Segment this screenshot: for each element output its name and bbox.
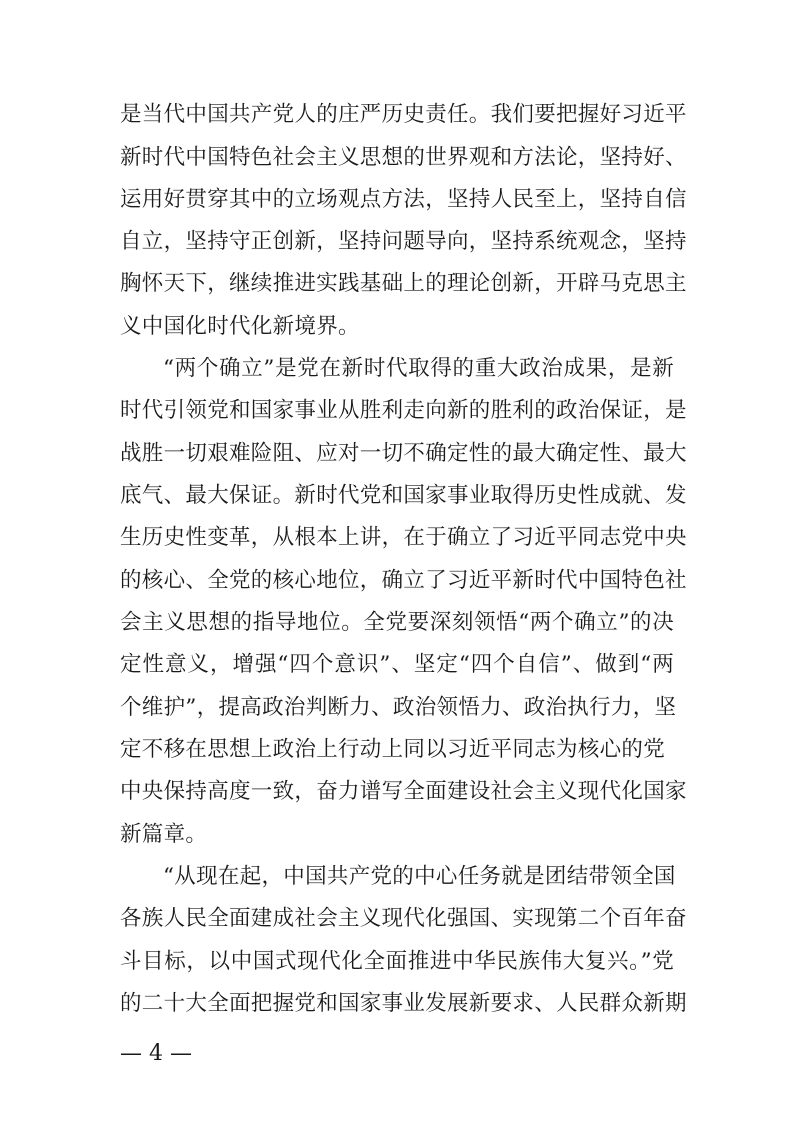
text-line: 会主义思想的指导地位。全党要深刻领悟“两个确立”的决 [120,610,674,635]
text-line: 义中国化时代化新境界。 [120,314,360,339]
text-line: 新篇章。 [120,822,208,847]
text-line: 时代引领党和国家事业从胜利走向新的胜利的政治保证，是 [120,398,687,423]
text-line: 个维护”，提高政治判断力、政治领悟力、政治执行力，坚 [120,695,677,720]
text-line: 定性意义，增强“四个意识”、坚定“四个自信”、做到“两 [120,652,674,677]
text-line: 定不移在思想上政治上行动上同以习近平同志为核心的党 [120,737,666,762]
text-line: 中央保持高度一致，奋力谱写全面建设社会主义现代化国家 [120,779,687,804]
text-line: 新时代中国特色社会主义思想的世界观和方法论，坚持好、 [120,145,687,170]
text-line: 运用好贯穿其中的立场观点方法，坚持人民至上，坚持自信 [120,187,687,212]
text-line: 战胜一切艰难险阻、应对一切不确定性的最大确定性、最大 [120,441,687,466]
page-number: — 4 — [120,1041,192,1066]
text-line: 斗目标，以中国式现代化全面推进中华民族伟大复兴。”党 [120,949,674,974]
text-line: 胸怀天下，继续推进实践基础上的理论创新，开辟马克思主 [120,271,687,296]
text-line: 的二十大全面把握党和国家事业发展新要求、人民群众新期 [120,991,687,1016]
text-line: 各族人民全面建成社会主义现代化强国、实现第二个百年奋 [120,906,687,931]
text-line: 生历史性变革，从根本上讲，在于确立了习近平同志党中央 [120,525,687,550]
text-line: 底气、最大保证。新时代党和国家事业取得历史性成就、发 [120,483,687,508]
text-line: 自立，坚持守正创新，坚持问题导向，坚持系统观念，坚持 [120,229,687,254]
text-line: “两个确立”是党在新时代取得的重大政治成果，是新 [163,356,674,381]
text-line: “从现在起，中国共产党的中心任务就是团结带领全国 [163,864,676,889]
text-line: 的核心、全党的核心地位，确立了习近平新时代中国特色社 [120,568,687,593]
text-line: 是当代中国共产党人的庄严历史责任。我们要把握好习近平 [120,102,687,127]
